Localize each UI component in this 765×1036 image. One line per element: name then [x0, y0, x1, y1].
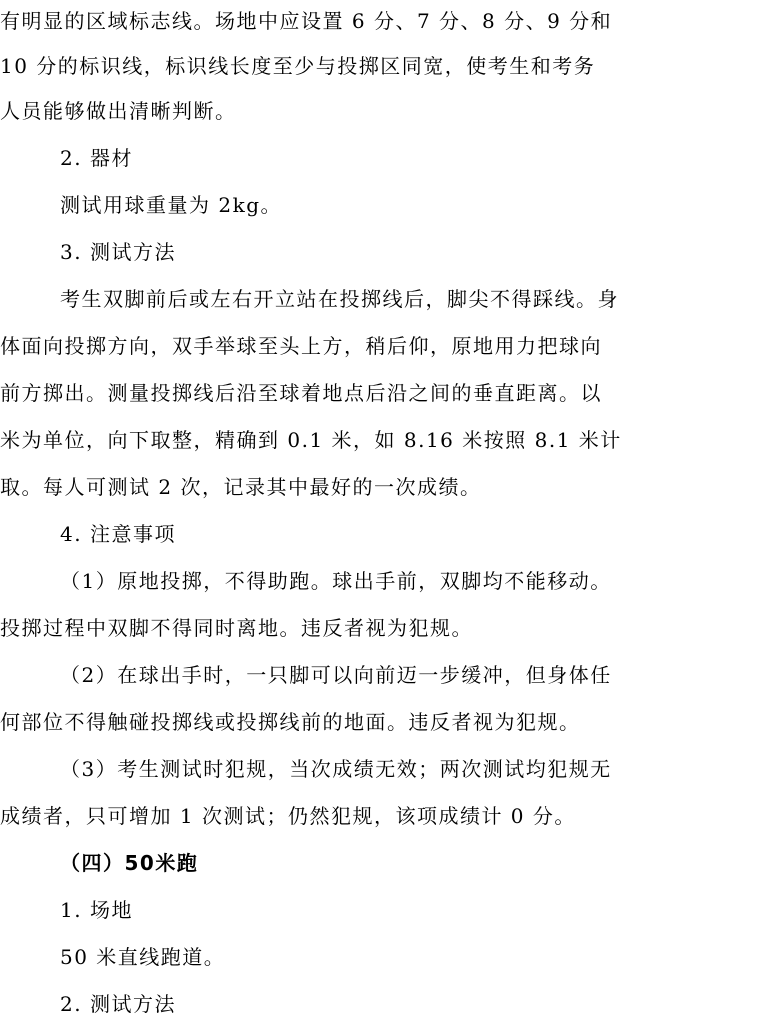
paragraph-line: （3）考生测试时犯规，当次成绩无效；两次测试均犯规无 — [60, 757, 612, 781]
section-heading-notes: 4. 注意事项 — [60, 522, 176, 546]
paragraph-line: 体面向投掷方向，双手举球至头上方，稍后仰，原地用力把球向 — [0, 334, 602, 358]
paragraph-line: 测试用球重量为 2kg。 — [60, 193, 283, 217]
paragraph-line: 前方掷出。测量投掷线后沿至球着地点后沿之间的垂直距离。以 — [0, 381, 602, 405]
paragraph-line: 何部位不得触碰投掷线或投掷线前的地面。违反者视为犯规。 — [0, 710, 581, 734]
section-heading-test-method: 3. 测试方法 — [60, 240, 176, 264]
paragraph-line: （2）在球出手时，一只脚可以向前迈一步缓冲，但身体任 — [60, 663, 612, 687]
section-heading-50m-run: （四）50米跑 — [60, 851, 199, 875]
paragraph-line: 50 米直线跑道。 — [60, 945, 226, 969]
section-heading-venue: 1. 场地 — [60, 898, 133, 922]
paragraph-line: （1）原地投掷，不得助跑。球出手前，双脚均不能移动。 — [60, 569, 612, 593]
paragraph-line: 10 分的标识线，标识线长度至少与投掷区同宽，使考生和考务 — [0, 54, 596, 78]
paragraph-line: 人员能够做出清晰判断。 — [0, 99, 237, 123]
paragraph-line: 米为单位，向下取整，精确到 0.1 米，如 8.16 米按照 8.1 米计 — [0, 428, 622, 452]
paragraph-line: 考生双脚前后或左右开立站在投掷线后，脚尖不得踩线。身 — [60, 287, 619, 311]
section-heading-test-method-2: 2. 测试方法 — [60, 992, 176, 1016]
paragraph-line: 投掷过程中双脚不得同时离地。违反者视为犯规。 — [0, 616, 473, 640]
paragraph-line: 取。每人可测试 2 次，记录其中最好的一次成绩。 — [0, 475, 482, 499]
paragraph-line: 有明显的区域标志线。场地中应设置 6 分、7 分、8 分、9 分和 — [0, 9, 613, 33]
section-heading-equipment: 2. 器材 — [60, 146, 133, 170]
paragraph-line: 成绩者，只可增加 1 次测试；仍然犯规，该项成绩计 0 分。 — [0, 804, 576, 828]
